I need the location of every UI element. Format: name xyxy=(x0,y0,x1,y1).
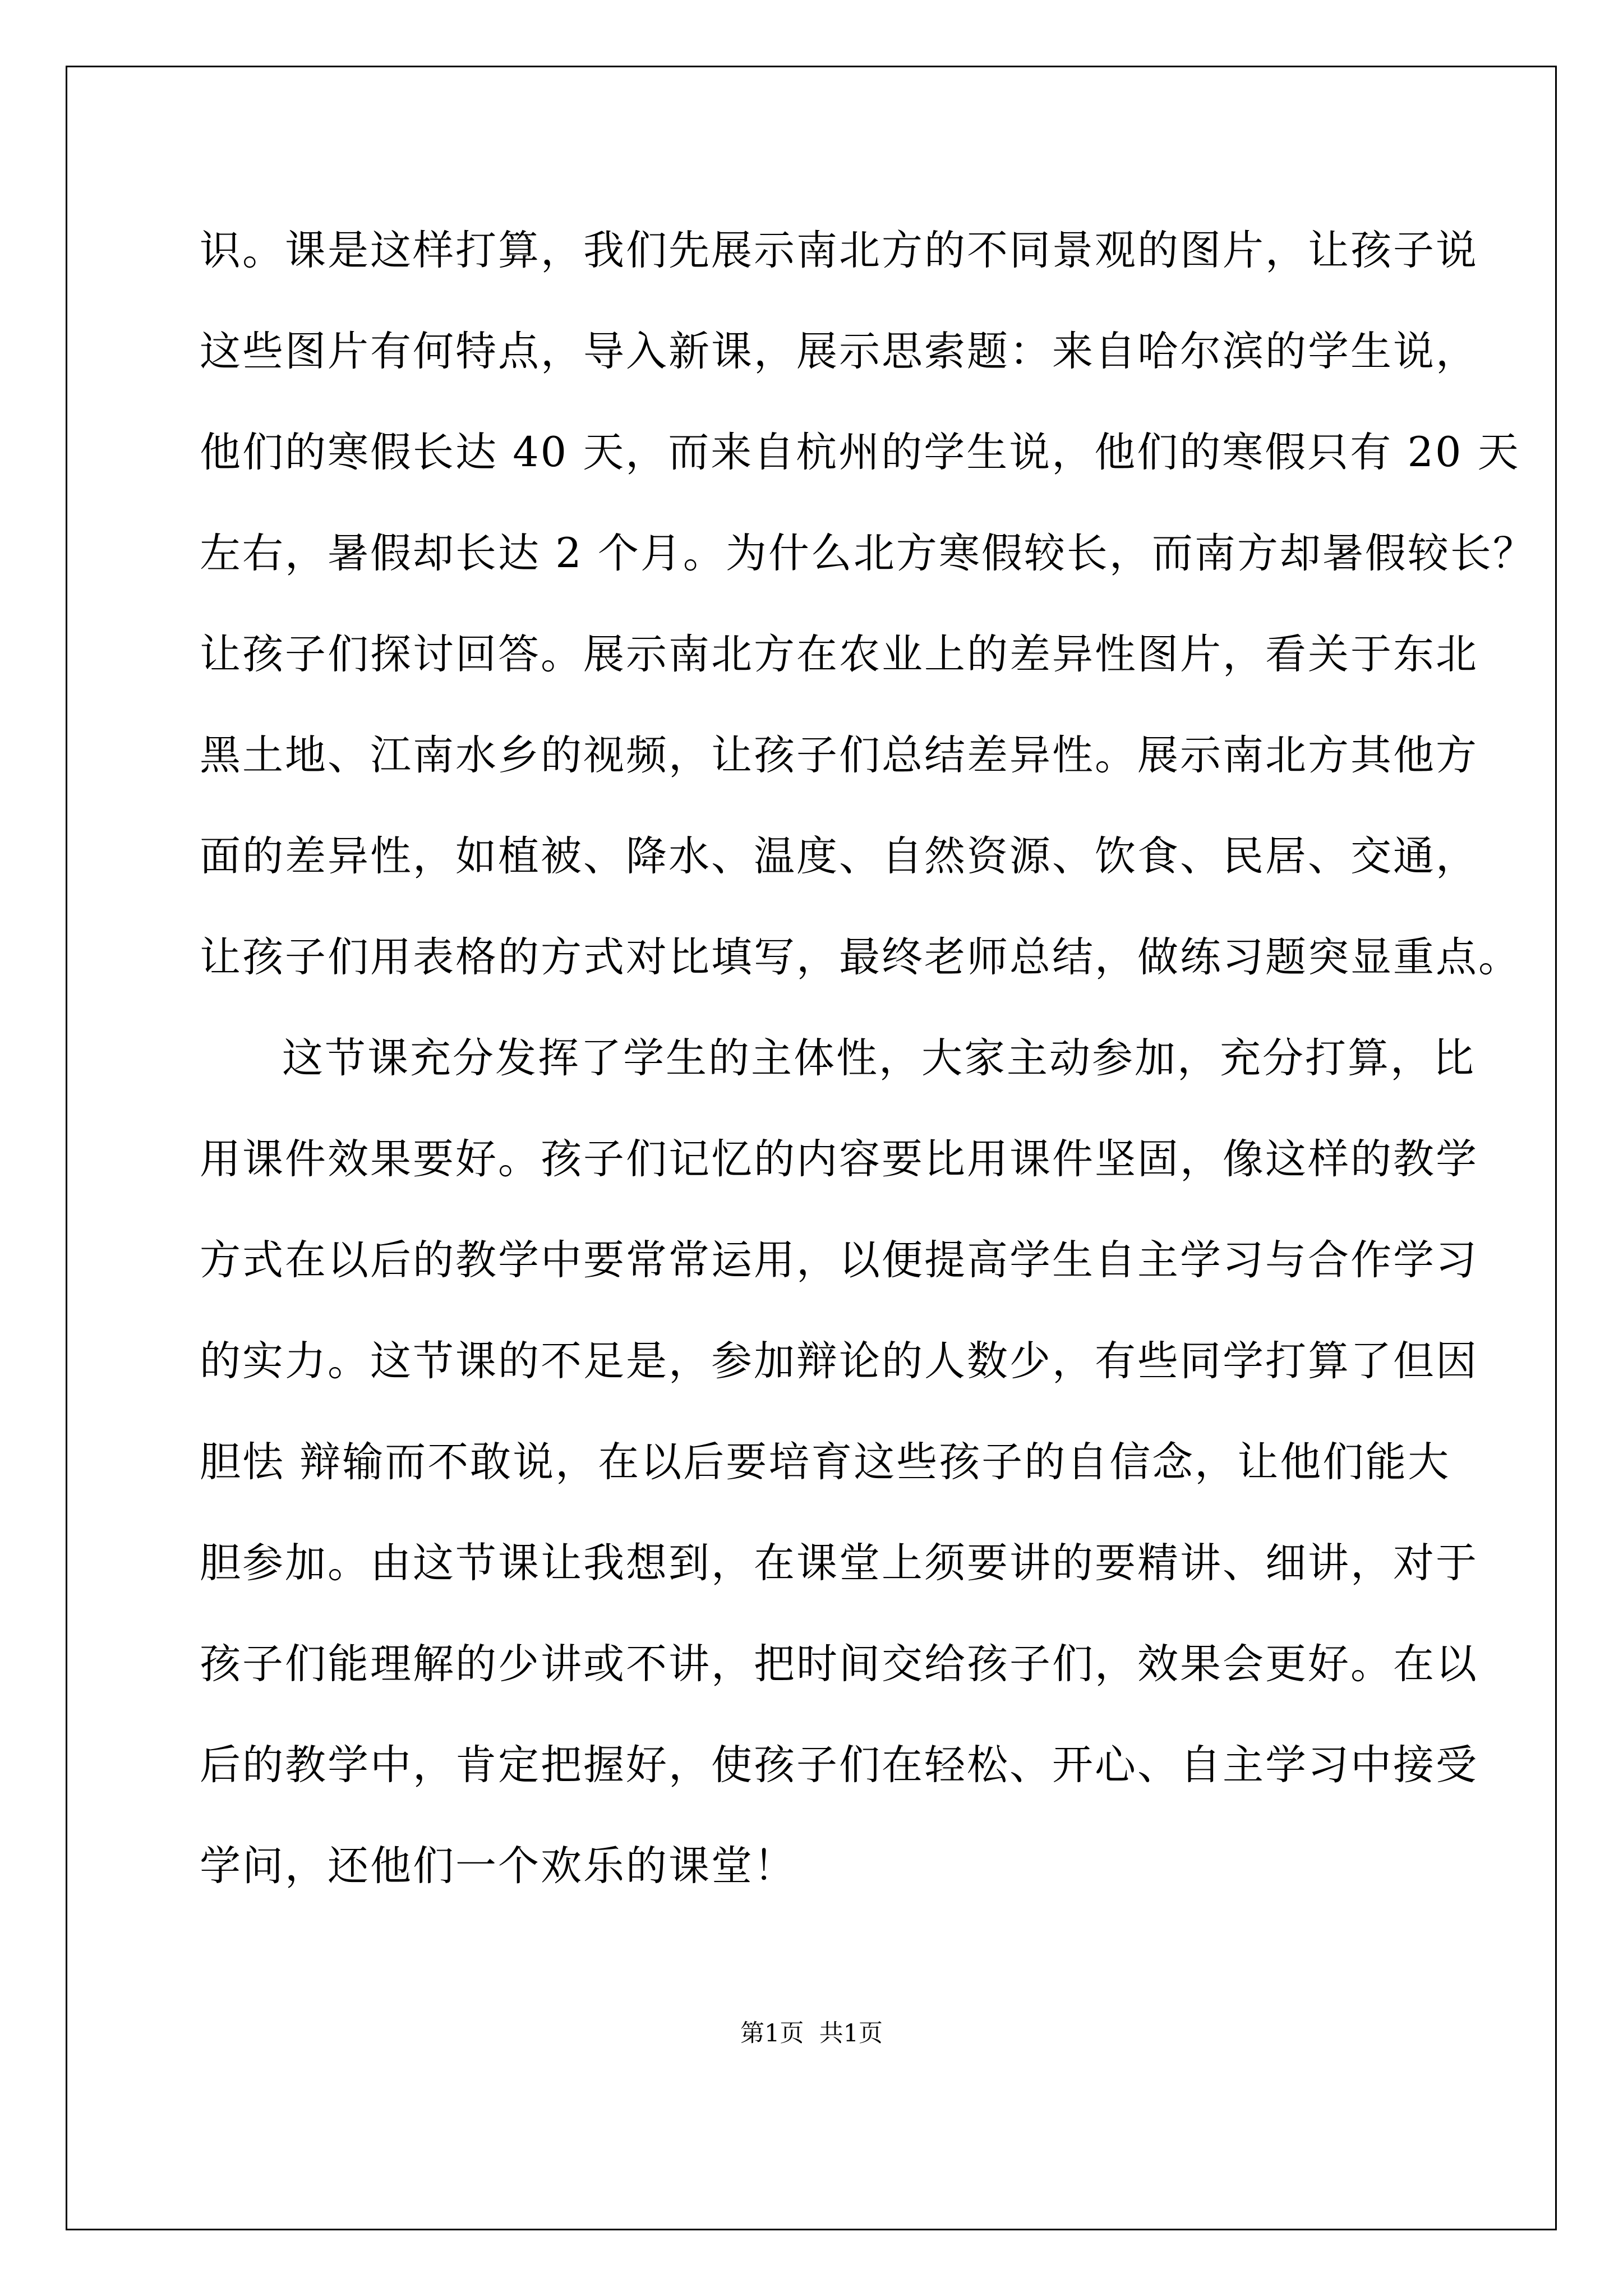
text-line-15: 孩子们能理解的少讲或不讲，把时间交给孩子们，效果会更好。在以 xyxy=(200,1640,1478,1688)
text-line-8: 让孩子们用表格的方式对比填写，最终老师总结，做练习题突显重点。 xyxy=(200,933,1521,981)
text-line-14: 胆参加。由这节课让我想到，在课堂上须要讲的要精讲、细讲，对于 xyxy=(200,1539,1478,1587)
text-line-2: 这些图片有何特点，导入新课，展示思索题：来自哈尔滨的学生说， xyxy=(200,328,1478,375)
text-line-7: 面的差异性，如植被、降水、温度、自然资源、饮食、民居、交通， xyxy=(200,832,1478,880)
text-line-6: 黑土地、江南水乡的视频，让孩子们总结差异性。展示南北方其他方 xyxy=(200,731,1478,779)
text-line-4: 左右，暑假却长达 2 个月。为什么北方寒假较长，而南方却暑假较长？ xyxy=(200,530,1536,577)
text-line-16: 后的教学中，肯定把握好，使孩子们在轻松、开心、自主学习中接受 xyxy=(200,1741,1478,1789)
text-line-5: 让孩子们探讨回答。展示南北方在农业上的差异性图片，看关于东北 xyxy=(200,631,1478,678)
paragraph-2-first-line: 这节课充分发挥了学生的主体性，大家主动参加，充分打算，比 xyxy=(282,1034,1476,1082)
text-line-11: 方式在以后的教学中要常常运用，以便提高学生自主学习与合作学习 xyxy=(200,1236,1478,1284)
text-line-12: 的实力。这节课的不足是，参加辩论的人数少，有些同学打算了但因 xyxy=(200,1337,1478,1385)
text-line-13: 胆怯 辩输而不敢说，在以后要培育这些孩子的自信念，让他们能大 xyxy=(200,1438,1451,1486)
text-line-10: 用课件效果要好。孩子们记忆的内容要比用课件坚固，像这样的教学 xyxy=(200,1135,1478,1183)
text-line-3: 他们的寒假长达 40 天，而来自杭州的学生说，他们的寒假只有 20 天 xyxy=(200,429,1520,476)
text-line-1: 识。课是这样打算，我们先展示南北方的不同景观的图片，让孩子说 xyxy=(200,227,1478,274)
page-footer: 第1页 共1页 xyxy=(740,2019,883,2047)
text-line-17: 学问，还他们一个欢乐的课堂！ xyxy=(200,1842,796,1890)
